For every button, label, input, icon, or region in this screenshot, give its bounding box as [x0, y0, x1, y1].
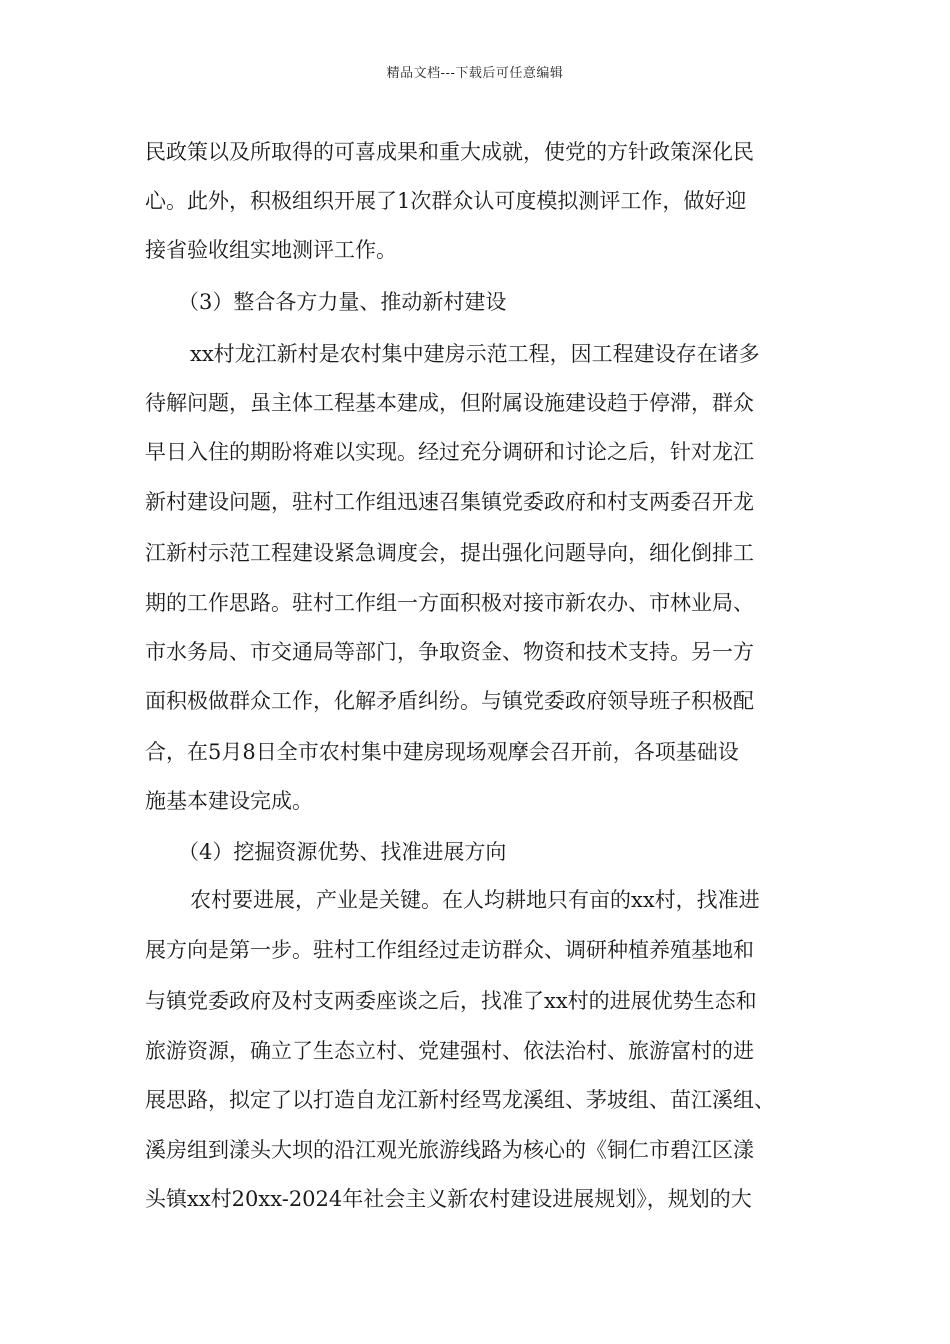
body-line: 农村要进展，产业是关键。在人均耕地只有亩的xx村，找准进 [190, 888, 760, 912]
body-line: 合，在5月8日全市农村集中建房现场观摩会召开前，各项基础设 [145, 740, 739, 764]
body-line: 展思路，拟定了以打造自龙江新村经骂龙溪组、茅坡组、苗江溪组、 [145, 1088, 775, 1112]
page-header: 精品文档---下载后可任意编辑 [386, 66, 564, 81]
body-line: 待解问题，虽主体工程基本建成，但附属设施建设趋于停滞，群众 [145, 391, 754, 415]
body-line: 旅游资源，确立了生态立村、党建强村、依法治村、旅游富村的进 [145, 1039, 754, 1063]
body-line: 心。此外，积极组织开展了1次群众认可度模拟测评工作，做好迎 [145, 189, 747, 213]
body-line: 早日入住的期盼将难以实现。经过充分调研和讨论之后，针对龙江 [145, 440, 754, 464]
body-line: xx村龙江新村是农村集中建房示范工程，因工程建设存在诸多 [190, 342, 760, 366]
body-line: 市水务局、市交通局等部门，争取资金、物资和技术支持。另一方 [145, 640, 754, 664]
body-line: 溪房组到漾头大坝的沿江观光旅游线路为核心的《铜仁市碧江区漾 [145, 1138, 754, 1162]
body-line: 新村建设问题，驻村工作组迅速召集镇党委政府和村支两委召开龙 [145, 490, 754, 514]
body-line: 接省验收组实地测评工作。 [145, 238, 397, 262]
body-line: 头镇xx村20xx-2024年社会主义新农村建设进展规划》，规划的大 [145, 1187, 752, 1211]
body-line: 民政策以及所取得的可喜成果和重大成就，使党的方针政策深化民 [145, 140, 754, 164]
body-line: 期的工作思路。驻村工作组一方面积极对接市新农办、市林业局、 [145, 591, 754, 615]
section-heading: （3）整合各方力量、推动新村建设 [178, 290, 507, 314]
body-line: 施基本建设完成。 [145, 789, 313, 813]
body-line: 江新村示范工程建设紧急调度会，提出强化问题导向，细化倒排工 [145, 541, 754, 565]
section-heading: （4）挖掘资源优势、找准进展方向 [178, 840, 507, 864]
body-line: 面积极做群众工作，化解矛盾纠纷。与镇党委政府领导班子积极配 [145, 689, 754, 713]
body-line: 与镇党委政府及村支两委座谈之后，找准了xx村的进展优势生态和 [145, 989, 757, 1013]
body-line: 展方向是第一步。驻村工作组经过走访群众、调研种植养殖基地和 [145, 938, 754, 962]
